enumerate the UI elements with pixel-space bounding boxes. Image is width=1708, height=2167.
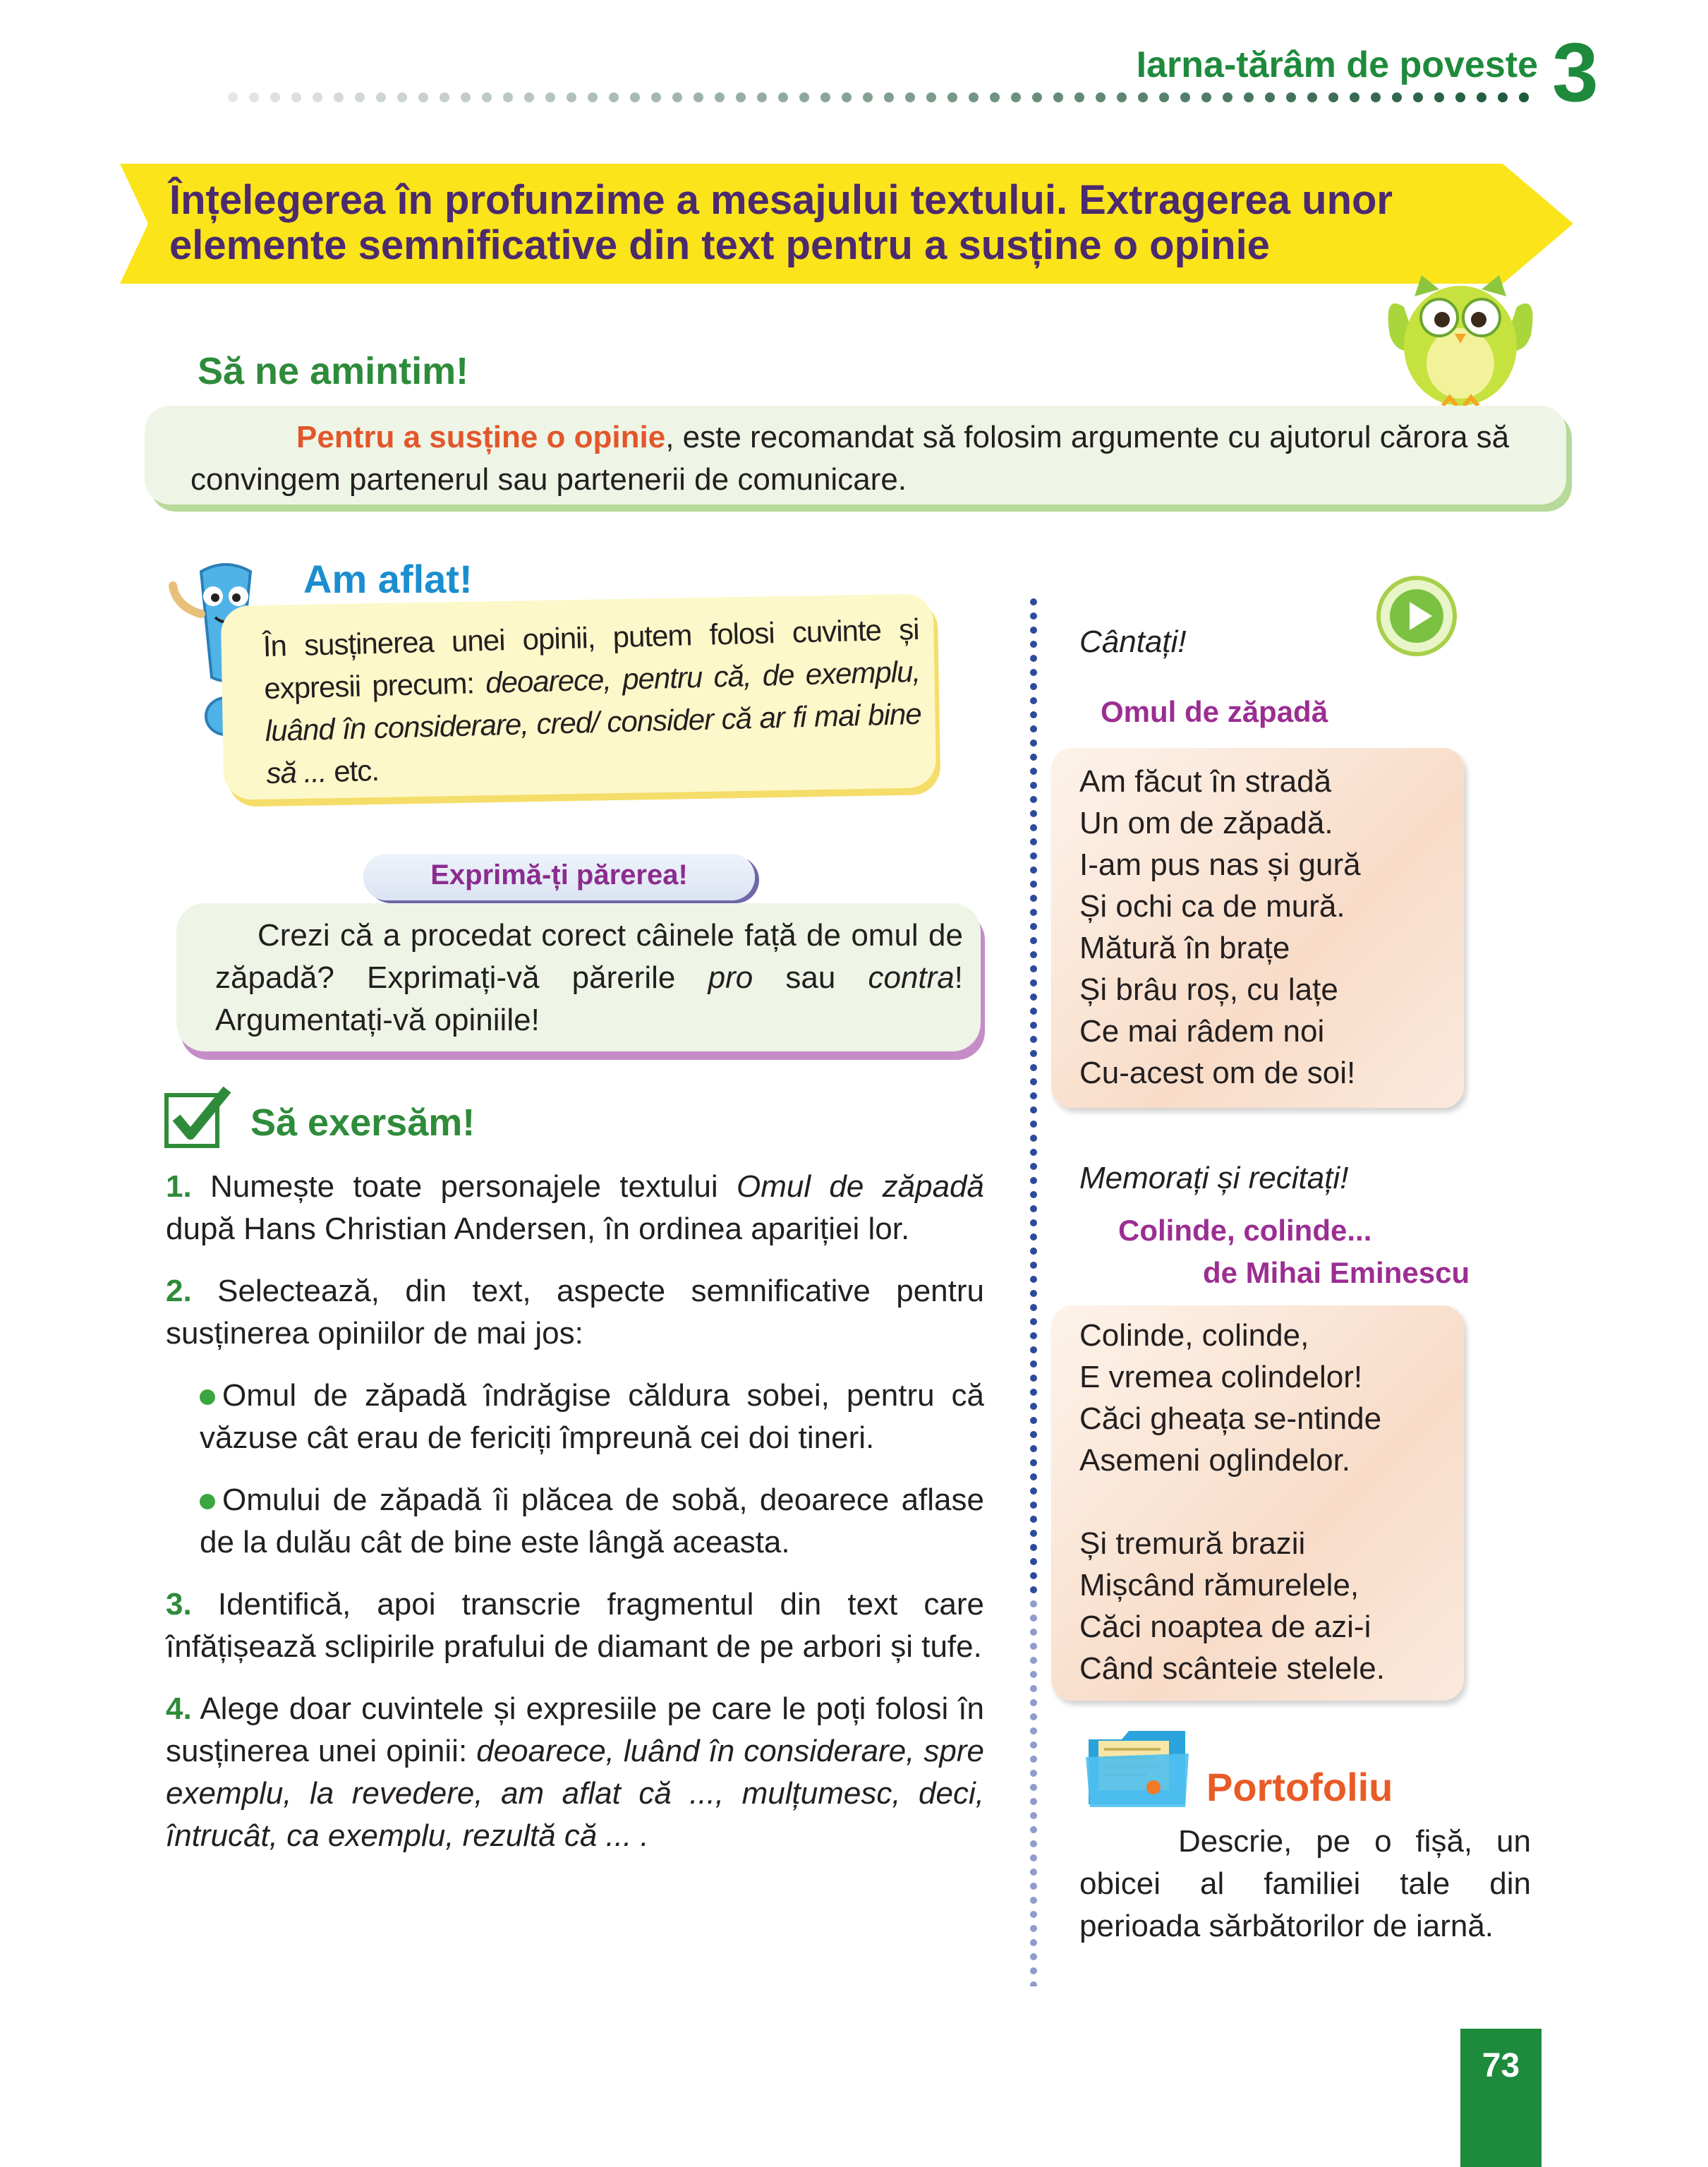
divider-dot <box>1030 1191 1037 1198</box>
header-dot <box>630 92 640 102</box>
header-dot <box>757 92 767 102</box>
header-dot <box>1455 92 1465 102</box>
song-title: Omul de zăpadă <box>1101 695 1328 728</box>
divider-dot <box>1030 1163 1037 1170</box>
opinion-text-part-1: Crezi că a procedat corect câinele față de omul de zăpadă? Exprimați-vă părerile <box>215 918 963 995</box>
bullet-dot <box>200 1494 215 1509</box>
chapter-title: Iarna-tărâm de poveste <box>1136 44 1538 85</box>
divider-dot <box>1030 1487 1037 1495</box>
remember-highlight: Pentru a susține o opinie <box>296 420 666 454</box>
divider-dot <box>1030 1614 1037 1622</box>
exercise-4 <box>166 1688 984 1857</box>
header-dot <box>1328 92 1338 102</box>
header-dot <box>1180 92 1190 102</box>
divider-dot <box>1030 852 1037 859</box>
header-dot <box>1265 92 1275 102</box>
divider-dot <box>1030 1586 1037 1593</box>
lesson-title-line-2: elemente semnificative din text pentru a susține o opinie <box>169 222 1270 268</box>
header-dot <box>376 92 386 102</box>
divider-dot <box>1030 1840 1037 1847</box>
exercise-text: după Hans Christian Andersen, în ordinea apariției lor. <box>166 1212 910 1246</box>
header-dot <box>1519 92 1529 102</box>
poem-text <box>1079 1315 1385 1689</box>
opinion-contra: contra <box>868 960 955 995</box>
exercise-number: 2. <box>166 1274 192 1308</box>
header-dot <box>1138 92 1148 102</box>
divider-dot <box>1030 1699 1037 1706</box>
header-dot <box>651 92 661 102</box>
divider-dot <box>1030 796 1037 803</box>
divider-dot <box>1030 725 1037 732</box>
divider-dot <box>1030 965 1037 972</box>
divider-dot <box>1030 1953 1037 1960</box>
divider-dot <box>1030 1106 1037 1113</box>
divider-dot <box>1030 1248 1037 1255</box>
lesson-title-line-1: Înțelegerea în profunzime a mesajului textului. Extragerea unor <box>169 177 1393 223</box>
remember-body: , este recomandat să folosim argumente cu ajutorul cărora să convingem partenerul sau partenerii de comunicare. <box>190 420 1510 497</box>
bullet-text: Omului de zăpadă îi plăcea de sobă, deoarece aflase de la dulău cât de bine este lângă aceasta. <box>200 1483 984 1559</box>
poem-title: Colinde, colinde... <box>1118 1214 1372 1247</box>
remember-section-title: Să ne amintim! <box>198 350 469 392</box>
divider-dot <box>1030 1897 1037 1904</box>
divider-dot <box>1030 1826 1037 1833</box>
divider-dot <box>1030 951 1037 958</box>
exercise-text: Alege doar cuvintele și expresiile pe care le poți folosi în susținerea unei opinii: <box>166 1691 984 1768</box>
divider-dot <box>1030 1558 1037 1565</box>
divider-dot <box>1030 598 1037 605</box>
learned-examples: deoarece, pentru că, de exemplu, luând în considerare, cred/ consider că ar fi mai bine să ... <box>265 654 922 790</box>
header-dot <box>397 92 407 102</box>
poem-line: Când scânteie stelele. <box>1079 1651 1385 1686</box>
divider-dot <box>1030 1050 1037 1057</box>
opinion-text-part-3: ! Argumentați-vă opiniile! <box>215 960 964 1037</box>
page-number: 73 <box>1482 2047 1520 2084</box>
header-dot <box>820 92 830 102</box>
header-dot <box>1371 92 1381 102</box>
poem-line: Căci gheața se-ntinde <box>1079 1401 1382 1436</box>
divider-dot <box>1030 1318 1037 1325</box>
divider-dot <box>1030 1981 1037 1986</box>
divider-dot <box>1030 1530 1037 1537</box>
header-dot <box>291 92 301 102</box>
divider-dot <box>1030 1177 1037 1184</box>
header-dot <box>990 92 1000 102</box>
exercise-3 <box>166 1583 984 1668</box>
divider-dot <box>1030 1389 1037 1396</box>
divider-dot <box>1030 683 1037 690</box>
poem-line: Colinde, colinde, <box>1079 1318 1309 1353</box>
header-dot <box>567 92 576 102</box>
divider-dot <box>1030 1431 1037 1438</box>
header-dot <box>1244 92 1254 102</box>
header-dot <box>334 92 344 102</box>
divider-dot <box>1030 937 1037 944</box>
poem-line: Căci noaptea de azi-i <box>1079 1610 1371 1644</box>
header-dot <box>1032 92 1042 102</box>
learned-suffix: etc. <box>325 753 380 788</box>
divider-dot <box>1030 1276 1037 1283</box>
header-dot <box>842 92 852 102</box>
poem-line: E vremea colindelor! <box>1079 1360 1363 1394</box>
poem-stanza <box>1079 1315 1385 1481</box>
header-dot <box>694 92 703 102</box>
opinion-title: Exprimă-ți părerea! <box>430 859 688 891</box>
header-dot <box>524 92 534 102</box>
divider-dot <box>1030 1544 1037 1551</box>
divider-dot <box>1030 1064 1037 1071</box>
divider-dot <box>1030 1022 1037 1029</box>
divider-dot <box>1030 1092 1037 1099</box>
folder-icon <box>1083 1725 1192 1810</box>
lesson-title <box>169 178 1510 268</box>
header-dot <box>1498 92 1508 102</box>
opinion-text <box>215 915 963 1042</box>
divider-dot <box>1030 1205 1037 1212</box>
header-dot <box>715 92 725 102</box>
header-dot <box>440 92 449 102</box>
divider-dot <box>1030 612 1037 620</box>
header-dot <box>905 92 915 102</box>
poem-stanza <box>1079 1523 1385 1689</box>
header-dot <box>736 92 746 102</box>
header-dot <box>947 92 957 102</box>
divider-dot <box>1030 1135 1037 1142</box>
header-dot <box>863 92 873 102</box>
divider-dot <box>1030 641 1037 648</box>
song-line: Și ochi ca de mură. <box>1079 889 1345 924</box>
poem-line: Asemeni oglindelor. <box>1079 1443 1351 1478</box>
divider-dot <box>1030 1925 1037 1932</box>
divider-dot <box>1030 1036 1037 1043</box>
exercise-number: 4. <box>166 1691 192 1726</box>
header-dot <box>482 92 492 102</box>
learned-section-title: Am aflat! <box>303 557 473 601</box>
divider-dot <box>1030 1149 1037 1156</box>
header-dot <box>926 92 936 102</box>
divider-dot <box>1030 740 1037 747</box>
divider-dot <box>1030 1657 1037 1664</box>
header-dot <box>1159 92 1169 102</box>
poem-author: de Mihai Eminescu <box>1203 1256 1470 1289</box>
divider-dot <box>1030 711 1037 718</box>
divider-dot <box>1030 1473 1037 1480</box>
header-dot <box>503 92 513 102</box>
divider-dot <box>1030 1770 1037 1777</box>
header-dot <box>672 92 682 102</box>
divider-dot <box>1030 881 1037 888</box>
portfolio-text: Descrie, pe o fișă, un obicei al familiei tale din perioada sărbătorilor de iarnă. <box>1079 1824 1531 1943</box>
divider-dot <box>1030 1078 1037 1085</box>
header-dot <box>1201 92 1211 102</box>
column-divider <box>1026 596 1041 1986</box>
divider-dot <box>1030 627 1037 634</box>
divider-dot <box>1030 1685 1037 1692</box>
exercise-number: 1. <box>166 1169 192 1204</box>
divider-dot <box>1030 1008 1037 1015</box>
exercise-text: Identifică, apoi transcrie fragmentul din text care înfățișează sclipirile prafului de diamant de pe arbori și tufe. <box>166 1587 984 1664</box>
divider-dot <box>1030 1798 1037 1805</box>
header-dot <box>609 92 619 102</box>
divider-dot <box>1030 1403 1037 1410</box>
divider-dot <box>1030 782 1037 789</box>
divider-dot <box>1030 768 1037 775</box>
song-line: Mătură în brațe <box>1079 931 1290 965</box>
header-dot <box>270 92 280 102</box>
exercise-section-title: Să exersăm! <box>250 1101 476 1144</box>
exercise-list <box>166 1166 984 1877</box>
divider-dot <box>1030 1784 1037 1791</box>
divider-dot <box>1030 1304 1037 1311</box>
remember-text <box>190 416 1531 501</box>
divider-dot <box>1030 1219 1037 1226</box>
header-dot <box>1074 92 1084 102</box>
divider-dot <box>1030 1233 1037 1241</box>
divider-dot <box>1030 1713 1037 1720</box>
header-dot <box>461 92 471 102</box>
divider-dot <box>1030 754 1037 761</box>
poem-line: Și tremură brazii <box>1079 1526 1306 1561</box>
divider-dot <box>1030 1360 1037 1368</box>
divider-dot <box>1030 1121 1037 1128</box>
divider-dot <box>1030 1854 1037 1861</box>
header-dot <box>969 92 979 102</box>
header-dot <box>1096 92 1106 102</box>
divider-dot <box>1030 655 1037 662</box>
exercise-italic: deoarece, luând în considerare, spre exemplu, la revedere, am aflat că ..., mulțumesc, deci, întrucât, ca exemplu, rezultă că ... . <box>166 1734 984 1853</box>
divider-dot <box>1030 697 1037 704</box>
song-line: Și brâu roș, cu lațe <box>1079 972 1338 1007</box>
song-line: Ce mai râdem noi <box>1079 1014 1325 1049</box>
divider-dot <box>1030 1883 1037 1890</box>
divider-dot <box>1030 1911 1037 1918</box>
divider-dot <box>1030 1939 1037 1946</box>
divider-dot <box>1030 1375 1037 1382</box>
divider-dot <box>1030 1869 1037 1876</box>
song-line: I-am pus nas și gură <box>1079 847 1361 882</box>
song-line: Un om de zăpadă. <box>1079 806 1333 840</box>
learned-text <box>262 608 923 795</box>
exercise-bullet <box>200 1375 984 1459</box>
divider-dot <box>1030 838 1037 845</box>
divider-dot <box>1030 1516 1037 1523</box>
divider-dot <box>1030 1643 1037 1650</box>
chapter-number: 3 <box>1552 26 1599 119</box>
divider-dot <box>1030 979 1037 986</box>
memorize-label: Memorați și recitați! <box>1079 1161 1349 1195</box>
header-dot <box>545 92 555 102</box>
divider-dot <box>1030 1812 1037 1819</box>
divider-dot <box>1030 923 1037 930</box>
sing-label: Cântați! <box>1079 624 1187 659</box>
divider-dot <box>1030 1502 1037 1509</box>
song-line: Cu-acest om de soi! <box>1079 1056 1356 1090</box>
divider-dot <box>1030 1290 1037 1297</box>
poem-line: Mișcând rămurelele, <box>1079 1568 1359 1602</box>
opinion-text-part-2: sau <box>753 960 868 995</box>
header-dot <box>228 92 238 102</box>
header-dot <box>1392 92 1402 102</box>
header-dot <box>418 92 428 102</box>
divider-dot <box>1030 669 1037 676</box>
header-dot <box>799 92 809 102</box>
divider-dot <box>1030 1417 1037 1424</box>
divider-dot <box>1030 895 1037 902</box>
divider-dot <box>1030 1332 1037 1339</box>
exercise-text: Selectează, din text, aspecte semnificative pentru susținerea opiniilor de mai jos: <box>166 1274 984 1351</box>
divider-dot <box>1030 1967 1037 1974</box>
header-dot <box>1477 92 1486 102</box>
exercise-1 <box>166 1166 984 1250</box>
divider-dot <box>1030 1459 1037 1466</box>
header-dot <box>1117 92 1127 102</box>
divider-dot <box>1030 1346 1037 1353</box>
divider-dot <box>1030 1572 1037 1579</box>
bullet-dot <box>200 1389 215 1405</box>
divider-dot <box>1030 810 1037 817</box>
divider-dot <box>1030 1600 1037 1607</box>
header-dot <box>1413 92 1423 102</box>
exercise-italic: Omul de zăpadă <box>737 1169 984 1204</box>
header-dot <box>1223 92 1232 102</box>
header-dot <box>778 92 788 102</box>
opinion-pro: pro <box>708 960 753 995</box>
exercise-2 <box>166 1270 984 1355</box>
header-dot <box>355 92 365 102</box>
song-line: Am făcut în stradă <box>1079 764 1332 799</box>
divider-dot <box>1030 994 1037 1001</box>
divider-dot <box>1030 1671 1037 1678</box>
exercise-bullet <box>200 1479 984 1564</box>
bullet-text: Omul de zăpadă îndrăgise căldura sobei, pentru că văzuse cât erau de fericiți împreună cei doi tineri. <box>200 1378 984 1455</box>
checkmark-icon <box>164 1085 231 1149</box>
divider-dot <box>1030 1262 1037 1269</box>
header-dot <box>1286 92 1296 102</box>
header-dot <box>1434 92 1444 102</box>
header-dot <box>1053 92 1063 102</box>
divider-dot <box>1030 1756 1037 1763</box>
header-dot <box>1307 92 1317 102</box>
learned-intro: În susținerea unei opinii, putem folosi cuvinte și expresii precum: <box>262 612 920 706</box>
divider-dot <box>1030 1742 1037 1749</box>
divider-dot <box>1030 1445 1037 1452</box>
portfolio-title: Portofoliu <box>1206 1765 1393 1809</box>
owl-mascot-icon <box>1376 265 1545 413</box>
divider-dot <box>1030 1727 1037 1734</box>
header-dot <box>588 92 598 102</box>
divider-dot <box>1030 824 1037 831</box>
divider-dot <box>1030 909 1037 916</box>
header-dot <box>313 92 322 102</box>
header-dotted-line <box>226 90 1538 104</box>
exercise-number: 3. <box>166 1587 192 1622</box>
header-dot <box>249 92 259 102</box>
header-dot <box>884 92 894 102</box>
divider-dot <box>1030 867 1037 874</box>
header-dot <box>1011 92 1021 102</box>
divider-dot <box>1030 1629 1037 1636</box>
header-dot <box>1350 92 1359 102</box>
play-icon[interactable] <box>1376 575 1458 657</box>
song-lyrics <box>1079 761 1361 1094</box>
exercise-text: Numește toate personajele textului <box>191 1169 737 1204</box>
